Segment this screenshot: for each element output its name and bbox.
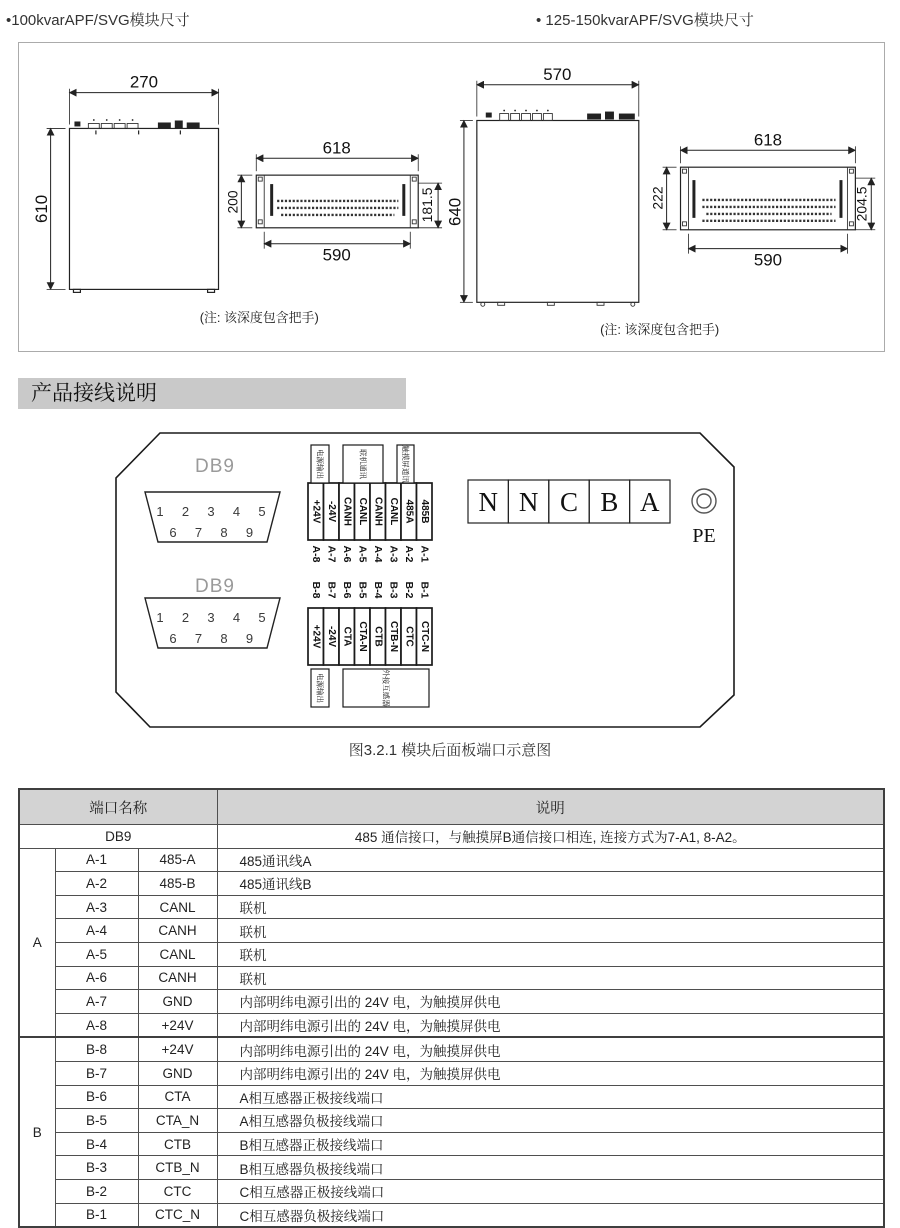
desc-cell: C相互感器正极接线端口: [217, 1179, 884, 1203]
function-group-label: 电源输出: [315, 673, 325, 703]
port-cell: A-8: [55, 1013, 138, 1037]
function-group-label: 外接互感器: [381, 669, 391, 707]
db9-pin-number: 2: [181, 504, 190, 519]
db9-pin-number: 7: [194, 525, 203, 540]
signal-cell: GND: [138, 1061, 217, 1085]
port-cell: B-6: [55, 1085, 138, 1109]
desc-cell: 联机: [217, 942, 884, 966]
port-cell: B-2: [55, 1179, 138, 1203]
db9-pin-number: 5: [258, 504, 266, 519]
port-row: [19, 895, 884, 919]
col-header-desc: 说明: [217, 789, 884, 825]
port-cell: B-8: [55, 1037, 138, 1061]
port-row: [19, 1037, 884, 1061]
db9-pin-number: 7: [194, 631, 203, 646]
port-row: [19, 1013, 884, 1037]
function-group-label: 电源输出: [315, 449, 325, 479]
port-cell: B-5: [55, 1109, 138, 1133]
dim-panel1-outer-width: 618: [322, 138, 351, 158]
dim-module1-width: 270: [129, 72, 159, 92]
dim-panel1-height-left: 200: [224, 190, 241, 214]
terminal-label: CTC-N: [418, 620, 430, 653]
dim-panel2-inner-width: 590: [753, 250, 783, 270]
port-row: [19, 919, 884, 943]
signal-cell: 485-A: [138, 848, 217, 872]
db9-pin-number: 8: [220, 525, 228, 540]
port-number-label: B-7: [325, 581, 338, 599]
port-cell: A-5: [55, 942, 138, 966]
signal-cell: CANL: [138, 895, 217, 919]
desc-cell: C相互感器负极接线端口: [217, 1203, 884, 1227]
table-header-row: [19, 789, 884, 825]
port-cell: B-1: [55, 1203, 138, 1227]
terminal-label: CANL: [356, 497, 368, 526]
db9-label: DB9: [195, 576, 235, 597]
port-number-label: A-6: [340, 545, 353, 563]
right-section-title: • 125-150kvarAPF/SVG模块尺寸: [536, 12, 754, 29]
col-header-port: 端口名称: [19, 789, 217, 825]
port-cell: A-7: [55, 990, 138, 1014]
dim-panel2-height-left: 222: [649, 186, 666, 210]
dim-panel1-inner-width: 590: [322, 245, 351, 265]
terminal-label: CTA: [341, 626, 353, 647]
module1-rear-panel-view: [224, 138, 442, 264]
pe-terminal: [692, 489, 716, 547]
terminal-label: CANH: [372, 497, 384, 526]
signal-cell: CTA_N: [138, 1109, 217, 1133]
port-cell: A-3: [55, 895, 138, 919]
db9-connector-bottom: [145, 576, 280, 648]
port-number-label: A-1: [418, 545, 431, 563]
port-row: [19, 1203, 884, 1227]
db9-pin-number: 8: [220, 631, 228, 646]
port-cell: B-3: [55, 1156, 138, 1180]
power-terminal-label: B: [600, 487, 619, 517]
figure-caption: 图3.2.1 模块后面板端口示意图: [348, 742, 552, 759]
db9-row: [19, 825, 884, 849]
terminal-strip-a: [308, 445, 432, 563]
terminal-label: CTB: [372, 626, 384, 647]
port-number-label: B-6: [340, 581, 353, 599]
dim-module2-height: 640: [445, 197, 465, 226]
port-row: [19, 1132, 884, 1156]
section-title: 产品接线说明: [31, 382, 157, 405]
terminal-label: 485B: [418, 499, 430, 524]
desc-cell: 485通讯线B: [217, 872, 884, 896]
port-row: [19, 966, 884, 990]
left-section-title: •100kvarAPF/SVG模块尺寸: [6, 12, 190, 29]
port-row: [19, 942, 884, 966]
port-row: [19, 1156, 884, 1180]
db9-pin-number: 6: [169, 631, 177, 646]
desc-cell: 联机: [217, 966, 884, 990]
pe-terminal-icon: [692, 489, 716, 513]
terminal-label: CTA-N: [356, 621, 368, 652]
db9-pin-number: 1: [156, 610, 164, 625]
db9-desc-cell: 485 通信接口，与触摸屏B通信接口相连, 连接方式为7-A1, 8-A2。: [217, 825, 884, 849]
dim-panel1-height-right: 181.5: [419, 187, 436, 223]
port-cell: A-2: [55, 872, 138, 896]
group-label-cell: A: [19, 848, 55, 1037]
db9-pin-number: 2: [181, 610, 190, 625]
dim-panel2-height-right: 204.5: [853, 186, 870, 222]
terminal-label: 485A: [403, 499, 415, 524]
port-number-label: A-7: [325, 545, 338, 563]
db9-pin-number: 4: [232, 504, 241, 519]
port-cell: A-1: [55, 848, 138, 872]
terminal-label: CTC: [403, 626, 415, 647]
signal-cell: CTB_N: [138, 1156, 217, 1180]
signal-cell: +24V: [138, 1013, 217, 1037]
desc-cell: 485通讯线A: [217, 848, 884, 872]
desc-cell: A相互感器负极接线端口: [217, 1109, 884, 1133]
function-group-label: 联机通讯: [358, 449, 368, 479]
port-cell: B-4: [55, 1132, 138, 1156]
power-terminal-label: C: [559, 487, 579, 517]
section-header: [18, 378, 406, 409]
depth-note-right: (注: 该深度包含把手): [600, 322, 720, 338]
port-number-label: B-3: [387, 581, 400, 599]
signal-cell: CTC_N: [138, 1203, 217, 1227]
desc-cell: 内部明纬电源引出的 24V 电，为触摸屏供电: [217, 1037, 884, 1061]
terminal-label: -24V: [325, 500, 337, 523]
db9-pin-number: 6: [169, 525, 177, 540]
db9-pin-number: 9: [245, 631, 254, 646]
desc-cell: B相互感器负极接线端口: [217, 1156, 884, 1180]
port-number-label: A-2: [402, 545, 415, 563]
port-number-label: A-3: [387, 545, 400, 563]
signal-cell: 485-B: [138, 872, 217, 896]
desc-cell: 内部明纬电源引出的 24V 电，为触摸屏供电: [217, 1013, 884, 1037]
terminal-label: +24V: [310, 499, 322, 524]
desc-cell: B相互感器正极接线端口: [217, 1132, 884, 1156]
port-number-label: B-2: [402, 581, 415, 599]
port-row: [19, 1109, 884, 1133]
terminal-label: CTB-N: [387, 620, 399, 653]
port-cell: B-7: [55, 1061, 138, 1085]
power-terminal-label: A: [640, 487, 660, 517]
db9-connector-top: [145, 456, 280, 542]
port-number-label: B-4: [371, 581, 384, 599]
desc-cell: 内部明纬电源引出的 24V 电，为触摸屏供电: [217, 1061, 884, 1085]
signal-cell: GND: [138, 990, 217, 1014]
group-label-cell: B: [19, 1037, 55, 1227]
port-row: [19, 848, 884, 872]
module2-rear-panel-view: [650, 130, 876, 269]
db9-pin-number: 4: [232, 610, 241, 625]
signal-cell: CANH: [138, 966, 217, 990]
terminal-label: CANL: [387, 497, 399, 526]
db9-pin-number: 3: [207, 504, 215, 519]
port-number-label: A-4: [371, 545, 384, 563]
port-number-label: A-5: [356, 545, 369, 563]
signal-cell: CANH: [138, 919, 217, 943]
port-cell: A-4: [55, 919, 138, 943]
port-row: [19, 1085, 884, 1109]
db9-pin-number: 3: [207, 610, 215, 625]
signal-cell: CANL: [138, 942, 217, 966]
port-row: [19, 1179, 884, 1203]
dimension-drawings: [19, 43, 884, 351]
signal-cell: CTB: [138, 1132, 217, 1156]
port-number-label: B-8: [309, 581, 322, 599]
power-terminal-label: N: [518, 487, 539, 517]
depth-note-left: (注: 该深度包含把手): [199, 310, 319, 326]
db9-pin-number: 1: [156, 504, 164, 519]
rear-panel-port-diagram: [115, 430, 740, 732]
dim-module1-height: 610: [32, 194, 52, 224]
power-terminal-label: N: [478, 487, 498, 517]
db9-name-cell: DB9: [19, 825, 217, 849]
port-number-label: A-8: [309, 545, 322, 563]
desc-cell: 联机: [217, 895, 884, 919]
pe-terminal-icon: [697, 494, 711, 508]
terminal-label: CANH: [341, 497, 353, 526]
port-number-label: B-1: [418, 581, 431, 599]
power-terminal-row: [468, 480, 670, 523]
terminal-label: -24V: [325, 625, 337, 648]
port-number-label: B-5: [356, 581, 369, 599]
desc-cell: 内部明纬电源引出的 24V 电，为触摸屏供电: [217, 990, 884, 1014]
signal-cell: CTC: [138, 1179, 217, 1203]
port-row: [19, 872, 884, 896]
desc-cell: A相互感器正极接线端口: [217, 1085, 884, 1109]
dimension-drawings-panel: [18, 42, 885, 352]
db9-label: DB9: [195, 456, 235, 477]
desc-cell: 联机: [217, 919, 884, 943]
port-row: [19, 1061, 884, 1085]
signal-cell: +24V: [138, 1037, 217, 1061]
module2-front-view: [445, 65, 638, 307]
pe-label: PE: [692, 525, 716, 547]
module1-front-view: [32, 73, 218, 293]
db9-pin-number: 9: [245, 525, 254, 540]
port-table: [18, 788, 885, 1228]
dim-module2-width: 570: [543, 64, 572, 84]
dim-panel2-outer-width: 618: [753, 130, 783, 150]
function-group-label: 触摸屏通讯: [401, 445, 410, 483]
port-cell: A-6: [55, 966, 138, 990]
signal-cell: CTA: [138, 1085, 217, 1109]
terminal-strip-b: [308, 582, 432, 708]
db9-pin-number: 5: [258, 610, 266, 625]
terminal-label: +24V: [310, 624, 322, 649]
port-row: [19, 990, 884, 1014]
